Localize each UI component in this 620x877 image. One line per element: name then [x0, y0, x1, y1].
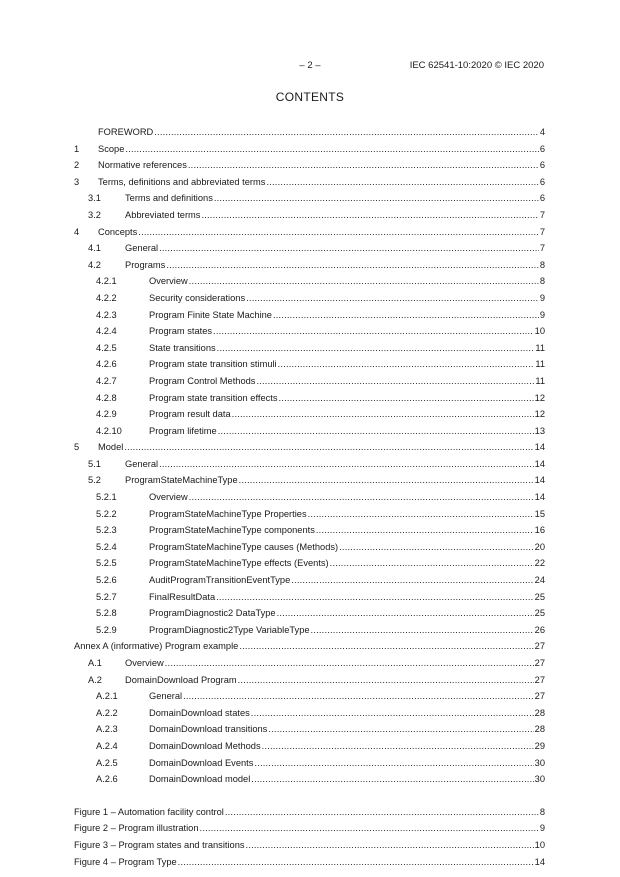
toc-entry-title: AuditProgramTransitionEventType	[149, 575, 291, 586]
dot-leader	[183, 688, 534, 705]
toc-entry-page: 28	[534, 707, 545, 718]
toc-entry-number: 4.1	[88, 243, 101, 254]
toc-entry-page: 10	[534, 326, 545, 337]
toc-entry-title: Security considerations	[149, 292, 246, 303]
toc-entry-number: 3.1	[88, 193, 101, 204]
toc-entry-title: ProgramDiagnostic2 DataType	[149, 608, 276, 619]
dot-leader	[291, 572, 533, 589]
toc-entry-page: 14	[534, 475, 545, 486]
toc-entry-number: 2	[74, 160, 80, 171]
toc-entry-title: Overview	[149, 276, 188, 287]
dot-leader	[273, 307, 539, 324]
toc-entry-number: 5.2.4	[96, 541, 117, 552]
dot-leader	[200, 820, 539, 837]
figure-entry-title: Figure 3 – Program states and transitions	[74, 839, 245, 850]
dot-leader	[262, 738, 534, 755]
toc-entry-page: 15	[534, 508, 545, 519]
dot-leader	[201, 207, 538, 224]
toc-entry[interactable]	[74, 572, 545, 589]
toc-entry-number: A.2.6	[96, 774, 118, 785]
toc-entry-page: 8	[539, 259, 545, 270]
toc-entry-title: Terms and definitions	[125, 193, 213, 204]
toc-entry-number: 5.2.8	[96, 608, 117, 619]
figure-entry-title: Figure 1 – Automation facility control	[74, 806, 224, 817]
toc-entry-title: General	[149, 691, 183, 702]
toc-entry[interactable]	[74, 506, 545, 523]
toc-entry[interactable]	[74, 589, 545, 606]
toc-entry[interactable]	[74, 307, 545, 324]
toc-entry[interactable]	[74, 489, 545, 506]
toc-entry-number: 1	[74, 143, 80, 154]
toc-entry-number: 5.2.7	[96, 591, 117, 602]
dot-leader	[159, 456, 534, 473]
dot-leader	[154, 124, 539, 141]
toc-entry[interactable]	[74, 771, 545, 788]
dot-leader	[216, 589, 534, 606]
toc-entry[interactable]	[74, 273, 545, 290]
toc-entry-page: 7	[539, 243, 545, 254]
toc-entry-title: Overview	[149, 492, 188, 503]
figure-entry-page: 10	[534, 839, 545, 850]
toc-entry-page: 11	[535, 375, 545, 386]
toc-entry-page: 6	[539, 176, 545, 187]
toc-entry-number: A.2.2	[96, 707, 118, 718]
toc-entry-page: 27	[534, 674, 545, 685]
toc-entry-page: 25	[534, 591, 545, 602]
toc-entry-page: 24	[534, 575, 545, 586]
toc-entry-page: 16	[534, 525, 545, 536]
dot-leader	[256, 373, 534, 390]
dot-leader	[125, 141, 538, 158]
figure-entry-page: 8	[539, 806, 545, 817]
dot-leader	[213, 323, 534, 340]
toc-entry-number: 5.1	[88, 458, 101, 469]
dot-leader	[124, 439, 533, 456]
dot-leader	[330, 555, 534, 572]
toc-entry-number: 5.2.3	[96, 525, 117, 536]
toc-entry[interactable]	[74, 174, 545, 191]
toc-entry-number: A.2.3	[96, 724, 118, 735]
toc-entry-page: 27	[534, 641, 545, 652]
dot-leader	[251, 771, 533, 788]
dot-leader	[268, 721, 533, 738]
toc-entry-title: DomainDownload Methods	[149, 740, 261, 751]
dot-leader	[166, 257, 539, 274]
toc-entry-number: 4	[74, 226, 80, 237]
toc-entry[interactable]	[74, 423, 545, 440]
toc-entry[interactable]	[74, 539, 545, 556]
dot-leader	[254, 755, 533, 772]
dot-leader	[159, 240, 539, 257]
dot-leader	[238, 672, 534, 689]
figure-entry-page: 9	[539, 823, 545, 834]
standard-reference: IEC 62541-10:2020 © IEC 2020	[409, 60, 544, 71]
toc-entry[interactable]	[74, 340, 545, 357]
dot-leader	[188, 157, 539, 174]
toc-entry-title: DomainDownload transitions	[149, 724, 268, 735]
toc-entry-number: 4.2.1	[96, 276, 117, 287]
dot-leader	[189, 273, 539, 290]
dot-leader	[239, 472, 534, 489]
toc-entry[interactable]	[74, 672, 545, 689]
toc-entry-title: ProgramStateMachineType effects (Events)	[149, 558, 329, 569]
figure-entry[interactable]	[74, 820, 545, 837]
toc-entry[interactable]	[74, 721, 545, 738]
toc-entry[interactable]	[74, 157, 545, 174]
toc-entry-title: DomainDownload Events	[149, 757, 254, 768]
dot-leader	[239, 638, 533, 655]
toc-entry-title: Program states	[149, 326, 213, 337]
toc-entry-title: ProgramStateMachineType causes (Methods)	[149, 541, 339, 552]
toc-entry-page: 13	[534, 425, 545, 436]
toc-entry-number: 5.2.6	[96, 575, 117, 586]
toc-entry[interactable]	[74, 240, 545, 257]
dot-leader	[218, 423, 534, 440]
toc-entry-page: 11	[535, 342, 545, 353]
toc-entry-number: A.2.4	[96, 740, 118, 751]
dot-leader	[214, 190, 539, 207]
toc-entry-page: 27	[534, 691, 545, 702]
toc-entry-title: Annex A (informative) Program example	[74, 641, 239, 652]
toc-entry-page: 12	[534, 392, 545, 403]
toc-entry-number: 4.2.6	[96, 359, 117, 370]
toc-entry-title: Program result data	[149, 409, 231, 420]
toc-entry-title: Program Control Methods	[149, 375, 256, 386]
toc-entry-number: A.2	[88, 674, 102, 685]
figure-entry-page: 14	[534, 856, 545, 867]
toc-entry-page: 9	[539, 292, 545, 303]
dot-leader	[232, 406, 534, 423]
toc-entry-title: Program Finite State Machine	[149, 309, 272, 320]
toc-entry[interactable]	[74, 190, 545, 207]
toc-entry-number: 4.2.5	[96, 342, 117, 353]
toc-entry[interactable]	[74, 555, 545, 572]
toc-entry-number: 3.2	[88, 209, 101, 220]
toc-entry-page: 30	[534, 774, 545, 785]
toc-entry-page: 14	[534, 458, 545, 469]
toc-entry[interactable]	[74, 373, 545, 390]
toc-entry-page: 7	[539, 226, 545, 237]
toc-entry-page: 8	[539, 276, 545, 287]
figure-entry[interactable]	[74, 837, 545, 854]
figure-entry[interactable]	[74, 804, 545, 821]
dot-leader	[246, 837, 534, 854]
toc-entry-page: 6	[539, 193, 545, 204]
toc-entry-title: Concepts	[98, 226, 138, 237]
dot-leader	[277, 605, 534, 622]
toc-entry[interactable]	[74, 290, 545, 307]
toc-entry-page: 12	[534, 409, 545, 420]
toc-entry[interactable]	[74, 755, 545, 772]
toc-entry[interactable]	[74, 323, 545, 340]
figure-entry[interactable]	[74, 854, 545, 871]
toc-entry-title: ProgramStateMachineType	[125, 475, 238, 486]
toc-entry-title: Normative references	[98, 160, 187, 171]
toc-entry-title: ProgramDiagnostic2Type VariableType	[149, 624, 310, 635]
toc-entry-number: 4.2.2	[96, 292, 117, 303]
figure-entry-title: Figure 4 – Program Type	[74, 856, 177, 867]
dot-leader	[138, 224, 539, 241]
toc-entry-page: 4	[539, 127, 545, 137]
toc-entry-title: Model	[98, 442, 124, 453]
toc-entry-title: Program lifetime	[149, 425, 217, 436]
toc-entry-title: FinalResultData	[149, 591, 216, 602]
toc-entry-page: 26	[534, 624, 545, 635]
toc-entry-number: 5.2	[88, 475, 101, 486]
toc-entry-number: 4.2.10	[96, 425, 122, 436]
toc-entry-title: Terms, definitions and abbreviated terms	[98, 176, 266, 187]
toc-entry[interactable]	[74, 207, 545, 224]
dot-leader	[225, 804, 539, 821]
toc-entry-page: 9	[539, 309, 545, 320]
toc-entry[interactable]	[74, 472, 545, 489]
toc-entry-page: 6	[539, 143, 545, 154]
toc-entry-page: 27	[534, 658, 545, 668]
toc-entry-number: 5.2.9	[96, 624, 117, 635]
dot-leader	[316, 522, 534, 539]
toc-entry-number: 5.2.2	[96, 508, 117, 519]
figure-entry-title: Figure 2 – Program illustration	[74, 823, 199, 834]
dot-leader	[165, 655, 534, 672]
toc-entry[interactable]	[74, 738, 545, 755]
dot-leader	[339, 539, 534, 556]
toc-entry-title: DomainDownload model	[149, 774, 251, 785]
toc-entry-title: General	[125, 243, 159, 254]
toc-entry-page: 29	[534, 740, 545, 751]
toc-entry-title: Scope	[98, 143, 125, 154]
toc-entry[interactable]	[74, 390, 545, 407]
toc-entry[interactable]	[74, 605, 545, 622]
toc-entry[interactable]	[74, 439, 545, 456]
toc-entry-title: Program state transition stimuli	[149, 359, 277, 370]
toc-entry-title: Overview	[125, 658, 164, 668]
toc-entry-number: 4.2.7	[96, 375, 117, 386]
toc-entry-page: 6	[539, 160, 545, 171]
toc-entry-number: 5.2.1	[96, 492, 117, 503]
toc-entry-number: 4.2.9	[96, 409, 117, 420]
toc-entry[interactable]	[74, 638, 545, 655]
toc-entry-page: 14	[534, 492, 545, 503]
toc-entry-number: 3	[74, 176, 80, 187]
page-title: CONTENTS	[275, 90, 345, 104]
toc-entry[interactable]	[74, 705, 545, 722]
toc-entry-page: 7	[539, 209, 545, 220]
toc-entry-page: 20	[534, 541, 545, 552]
dot-leader	[217, 340, 535, 357]
toc-entry-page: 14	[534, 442, 545, 453]
toc-entry[interactable]	[74, 224, 545, 241]
dot-leader	[279, 390, 534, 407]
toc-entry-number: 4.2	[88, 259, 101, 270]
toc-entry-title: Program state transition effects	[149, 392, 278, 403]
toc-entry[interactable]	[74, 522, 545, 539]
dot-leader	[266, 174, 538, 191]
toc-entry[interactable]	[74, 124, 545, 141]
toc-entry-page: 22	[534, 558, 545, 569]
toc-entry[interactable]	[74, 688, 545, 705]
toc-entry[interactable]	[74, 456, 545, 473]
toc-entry[interactable]	[74, 655, 545, 672]
dot-leader	[251, 705, 534, 722]
toc-entry-page: 11	[535, 359, 545, 370]
toc-entry[interactable]	[74, 141, 545, 158]
toc-entry[interactable]	[74, 356, 545, 373]
toc-entry-number: A.2.1	[96, 691, 118, 702]
toc-entry-title: DomainDownload Program	[125, 674, 237, 685]
page-number: – 2 –	[299, 60, 321, 71]
toc-entry-page: 25	[534, 608, 545, 619]
table-of-contents	[74, 124, 545, 870]
toc-entry[interactable]	[74, 257, 545, 274]
dot-leader	[308, 506, 534, 523]
toc-entry-title: ProgramStateMachineType components	[149, 525, 315, 536]
toc-entry-number: 4.2.4	[96, 326, 117, 337]
toc-entry-number: 5	[74, 442, 80, 453]
section-gap	[74, 788, 545, 804]
dot-leader	[311, 622, 534, 639]
toc-entry-number: 4.2.8	[96, 392, 117, 403]
toc-entry-number: 5.2.5	[96, 558, 117, 569]
dot-leader	[246, 290, 539, 307]
toc-entry-title: Programs	[125, 259, 166, 270]
dot-leader	[278, 356, 535, 373]
toc-entry-title: ProgramStateMachineType Properties	[149, 508, 307, 519]
toc-entry-page: 30	[534, 757, 545, 768]
toc-entry-number: A.1	[88, 658, 102, 668]
toc-entry-title: Abbreviated terms	[125, 209, 201, 220]
toc-entry-number: A.2.5	[96, 757, 118, 768]
toc-entry-title: General	[125, 458, 159, 469]
toc-entry-title: DomainDownload states	[149, 707, 250, 718]
toc-entry-title: State transitions	[149, 342, 216, 353]
toc-entry-title: FOREWORD	[98, 127, 154, 137]
dot-leader	[189, 489, 534, 506]
toc-entry-page: 28	[534, 724, 545, 735]
toc-entry[interactable]	[74, 622, 545, 639]
dot-leader	[178, 854, 534, 871]
toc-entry[interactable]	[74, 406, 545, 423]
toc-entry-number: 4.2.3	[96, 309, 117, 320]
